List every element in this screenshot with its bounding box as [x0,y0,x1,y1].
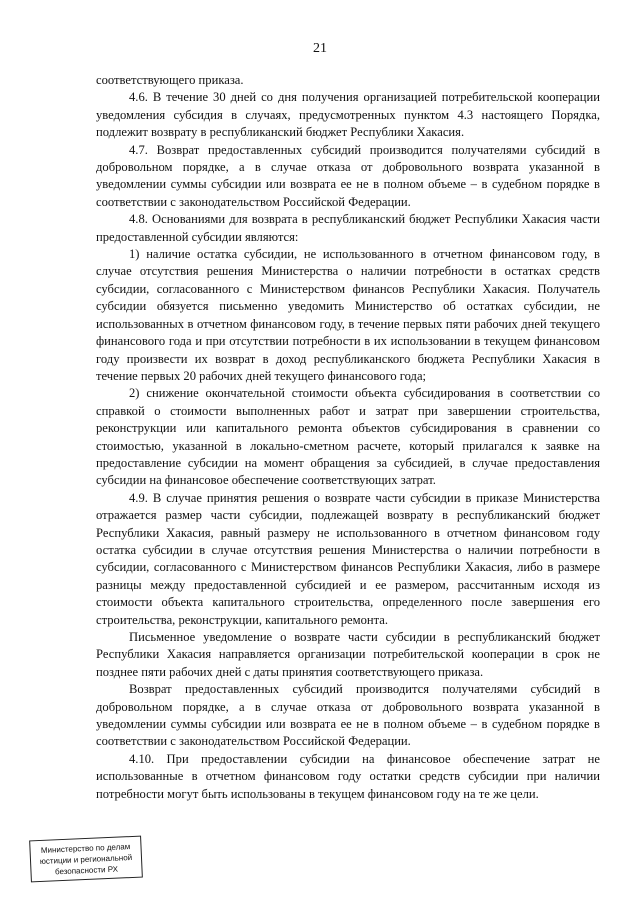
paragraph-notification: Письменное уведомление о возврате части субсидии в республиканский бюджет Республики Хакасия направляется организации потребительской кооперации в срок не позднее пяти рабочих дней с даты принятия соответствующего приказа. [96,630,600,679]
stamp-line-1: Министерство по делам [40,842,131,855]
paragraph-4-8-item-1: 1) наличие остатка субсидии, не использованного в отчетном финансовом году, в случае отсутствия решения Министерства о наличии потребности в остатках средств субсидии, согласованного с Министерством финансов Республики Хакасия. Получатель субсидии обязуется письменно уведомить Министерство об остатках субсидии, не использованных в отчетном финансовом году, в течение первых пяти рабочих дней текущего финансового года и при отсутствии потребности в их использовании в текущем финансовом году произвести их возврат в доход республиканского бюджета Республики Хакасия в течение первых 20 рабочих дней текущего финансового года; [96,247,600,383]
stamp-line-2: юстиции и региональной [39,852,133,867]
paragraph-4-10: 4.10. При предоставлении субсидии на финансовое обеспечение затрат не использованные в отчетном финансовом году остатки средств субсидии при наличии потребности могут быть использованы в текущем финансовом году на те же цели. [96,751,600,801]
paragraph-continuation: соответствующего приказа. [96,73,244,87]
ministry-stamp [29,836,143,883]
paragraph-4-8-item-2: 2) снижение окончательной стоимости объекта субсидирования в соответствии со справкой о стоимости выполненных работ и затрат при завершении строительства, реконструкции или капитального ремонта объектов субсидирования в сравнении со стоимостью, указанной в локально-сметном расчете, который прилагался к заявке на предоставление субсидии на момент обращения за субсидией, в случае предоставления субсидии на финансовое обеспечение соответствующих затрат. [96,386,600,488]
paragraph-4-7: 4.7. Возврат предоставленных субсидий производится получателями субсидий в добровольном порядке, а в случае отказа от добровольного возврата указанной в уведомлении суммы субсидии или возврата ее не в полном объеме – в судебном порядке в соответствии с законодательством Российской Федерации. [96,142,600,209]
paragraph-4-9: 4.9. В случае принятия решения о возврате части субсидии в приказе Министерства отражается размер части субсидии, подлежащей возврату в республиканский бюджет Республики Хакасия, равный размеру не использованного в отчетном финансовом году остатка субсидии в случае отсутствия решения Министерства о наличии потребности в субсидии, согласованного с Министерством финансов Республики Хакасия, либо в размере разницы между предоставленной субсидией и ее размером, рассчитанным исходя из стоимости объекта капитального строительства, определенного после завершения его строительства, реконструкции, капитального ремонта. [96,490,600,627]
paragraph-voluntary-return: Возврат предоставленных субсидий производится получателями субсидий в добровольном порядке, а в случае отказа от добровольного возврата указанной в уведомлении суммы субсидии или возврата ее не в полном объеме – в судебном порядке в соответствии с законодательством Российской Федерации. [96,682,600,749]
page-number: 21 [313,41,327,56]
paragraph-4-6: 4.6. В течение 30 дней со дня получения организацией потребительской кооперации уведомления субсидия в случаях, предусмотренных пунктом 4.3 настоящего Порядка, подлежит возврату в республиканский бюджет Республики Хакасия. [96,90,600,140]
document-body [96,72,600,803]
paragraph-4-8: 4.8. Основаниями для возврата в республиканский бюджет Республики Хакасия части предоставленной субсидии являются: [96,212,600,244]
stamp-line-3: безопасности РХ [54,864,119,877]
